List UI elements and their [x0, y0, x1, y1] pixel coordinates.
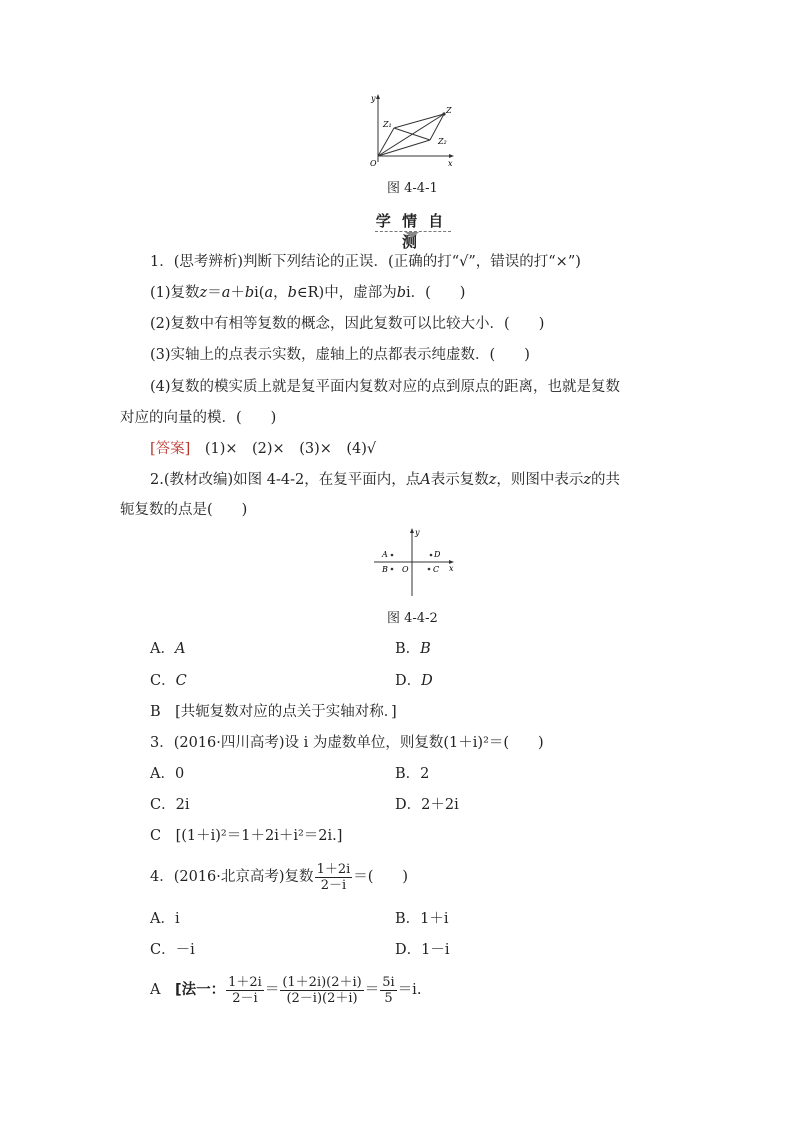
q1-s1-i: i( — [254, 285, 265, 301]
fig1-label-x: x — [448, 159, 453, 168]
q4-frac-num: 1＋2i — [316, 861, 351, 877]
q2-l1-d: 的共 — [591, 472, 620, 488]
q4-answer — [150, 968, 421, 1012]
q4-ans-frac1 — [226, 975, 264, 1006]
q3-option-b — [395, 764, 429, 784]
q3-opt-a-value: 0 — [174, 766, 185, 782]
q2-l1-z2: z — [583, 472, 591, 488]
q1-s1-b: b — [244, 285, 255, 301]
q3-option-d — [395, 795, 459, 815]
q2-opt-b-value: B — [420, 641, 431, 657]
section-title: 学 情 自 测 — [375, 212, 447, 251]
q2-opt-d-label: D． — [395, 673, 422, 689]
q3-opt-b-label: B． — [395, 766, 421, 782]
q1-s1-end: i．( ) — [406, 285, 466, 301]
q2-opt-a-label: A． — [150, 641, 175, 657]
q1-statement-4-line1: (4)复数的模实质上就是复平面内复数对应的点到原点的距离，也就是复数 — [150, 379, 621, 395]
fig1-label-y: y — [371, 94, 376, 103]
q1-s1-z: z — [199, 285, 208, 301]
q2-opt-a-value: A — [174, 641, 186, 657]
q3-opt-c-label: C． — [150, 797, 176, 813]
q1-statement-1 — [150, 283, 465, 303]
fig2-y-arrow — [410, 528, 414, 533]
q1-answer-body: (1)× (2)× (3)× (4)√ — [190, 441, 377, 457]
q3-opt-c-value: 2i — [175, 797, 190, 813]
q3-option-c — [150, 795, 189, 815]
q1-s1-pre: (1)复数 — [150, 285, 200, 301]
fig2-label-b: B — [382, 565, 388, 574]
fig1-label-z: Z — [446, 106, 452, 115]
q2-answer: B [共轭复数对应的点关于实轴对称．] — [150, 704, 397, 720]
q4-ans-tag: [法一： — [174, 982, 226, 998]
q2-l1-b: 表示复数 — [430, 472, 489, 488]
fig2-label-y: y — [415, 528, 420, 537]
q3-opt-a-label: A． — [150, 766, 175, 782]
figure-4-4-2-caption: 图 4-4-2 — [387, 611, 438, 626]
fig2-label-x: x — [449, 564, 454, 573]
q4-option-c — [150, 940, 195, 960]
q1-s1-post: ∈R)中，虚部为 — [296, 285, 397, 301]
q3-answer: C [(1＋i)²＝1＋2i＋i²＝2i.] — [150, 828, 343, 844]
fig2-label-a: A — [382, 550, 388, 559]
q4-opt-c-label: C． — [150, 942, 176, 958]
q4-f2-den: (2－i)(2＋i) — [286, 990, 358, 1006]
q3-option-a — [150, 764, 184, 784]
q2-stem-line2: 轭复数的点是( ) — [120, 502, 248, 518]
q1-answer-tag: [答案] — [150, 441, 191, 457]
fig2-point-d — [430, 554, 433, 557]
q4-ans-eq2: ＝ — [364, 982, 380, 998]
q4-f1-den: 2－i — [232, 990, 258, 1006]
q4-f1-num: 1＋2i — [228, 974, 262, 990]
q4-ans-frac2 — [280, 975, 363, 1006]
fig2-label-c: C — [433, 565, 440, 574]
q3-opt-d-label: D． — [395, 797, 422, 813]
q4-option-d — [395, 940, 450, 960]
figure-4-4-1 — [368, 92, 460, 170]
q4-opt-b-label: B． — [395, 911, 421, 927]
q4-frac-den: 2－i — [320, 877, 347, 893]
q4-f3-den: 5 — [384, 990, 393, 1006]
q1-s1-b2: b — [287, 285, 297, 301]
q2-option-c — [150, 671, 187, 691]
fig1-x-arrow — [449, 154, 454, 158]
q1-s1-plus: ＋ — [230, 285, 245, 301]
q4-opt-c-value: －i — [175, 942, 195, 958]
q4-opt-d-label: D． — [395, 942, 422, 958]
q2-opt-c-label: C． — [150, 673, 176, 689]
fig1-label-z2: Z₂ — [438, 137, 447, 146]
q4-stem-fraction — [315, 862, 353, 893]
q4-option-a — [150, 909, 180, 929]
q4-stem — [150, 860, 408, 894]
q4-ans-end: ＝i. — [397, 982, 422, 998]
q1-s1-comma: ， — [273, 285, 288, 301]
q3-opt-b-value: 2 — [420, 766, 430, 782]
q4-stem-pre: 4．(2016·北京高考)复数 — [150, 869, 314, 885]
q2-stem-line1 — [150, 470, 620, 490]
q4-opt-a-label: A． — [150, 911, 175, 927]
q1-s1-b3: b — [396, 285, 406, 301]
q1-stem: 1．(思考辨析)判断下列结论的正误．(正确的打“√”，错误的打“×”) — [150, 254, 581, 270]
fig2-point-a — [391, 554, 394, 557]
q2-l1-A: A — [420, 472, 431, 488]
q2-opt-b-label: B． — [395, 641, 421, 657]
q4-ans-frac3 — [380, 975, 396, 1006]
q4-f3-num: 5i — [382, 974, 395, 990]
figure-4-4-2 — [370, 526, 460, 598]
q1-statement-2: (2)复数中有相等复数的概念，因此复数可以比较大小．( ) — [150, 316, 545, 332]
fig1-z1z — [394, 114, 444, 128]
q2-option-a — [150, 639, 185, 659]
q2-opt-d-value: D — [421, 673, 433, 689]
fig2-point-c — [428, 568, 431, 571]
q3-opt-d-value: 2＋2i — [421, 797, 459, 813]
q2-opt-c-value: C — [175, 673, 187, 689]
fig1-label-o: O — [370, 159, 377, 168]
q3-stem: 3．(2016·四川高考)设 i 为虚数单位，则复数(1＋i)²＝( ) — [150, 735, 544, 751]
q1-statement-3: (3)实轴上的点表示实数，虚轴上的点都表示纯虚数．( ) — [150, 347, 530, 363]
q4-stem-post: ＝( ) — [353, 869, 409, 885]
fig1-label-z1: Z₁ — [383, 120, 392, 129]
figure-4-4-1-caption: 图 4-4-1 — [387, 181, 438, 196]
section-title-arrow — [405, 232, 419, 238]
q4-ans-eq1: ＝ — [264, 982, 280, 998]
fig1-y-arrow — [376, 94, 380, 99]
q1-s1-a2: a — [264, 285, 274, 301]
q1-s1-a: a — [221, 285, 231, 301]
q1-s1-eq: ＝ — [207, 285, 222, 301]
fig2-point-b — [391, 568, 394, 571]
fig2-label-o: O — [402, 565, 409, 574]
q1-answer — [150, 439, 376, 459]
q2-l1-a: 2.(教材改编)如图 4-4-2，在复平面内，点 — [150, 472, 421, 488]
fig1-z1z2 — [394, 128, 430, 140]
q4-opt-d-value: 1－i — [421, 942, 450, 958]
q1-statement-4-line2: 对应的向量的模．( ) — [120, 410, 277, 426]
q2-option-b — [395, 639, 431, 659]
fig2-label-d: D — [434, 550, 441, 559]
q2-option-d — [395, 671, 433, 691]
q4-f2-num: (1＋2i)(2＋i) — [282, 974, 362, 990]
q4-opt-a-value: i — [174, 911, 180, 927]
q4-option-b — [395, 909, 449, 929]
q4-ans-letter: A — [150, 982, 161, 998]
q2-l1-z: z — [488, 472, 497, 488]
q4-opt-b-value: 1＋i — [420, 911, 449, 927]
q2-l1-c: ，则图中表示 — [496, 472, 584, 488]
